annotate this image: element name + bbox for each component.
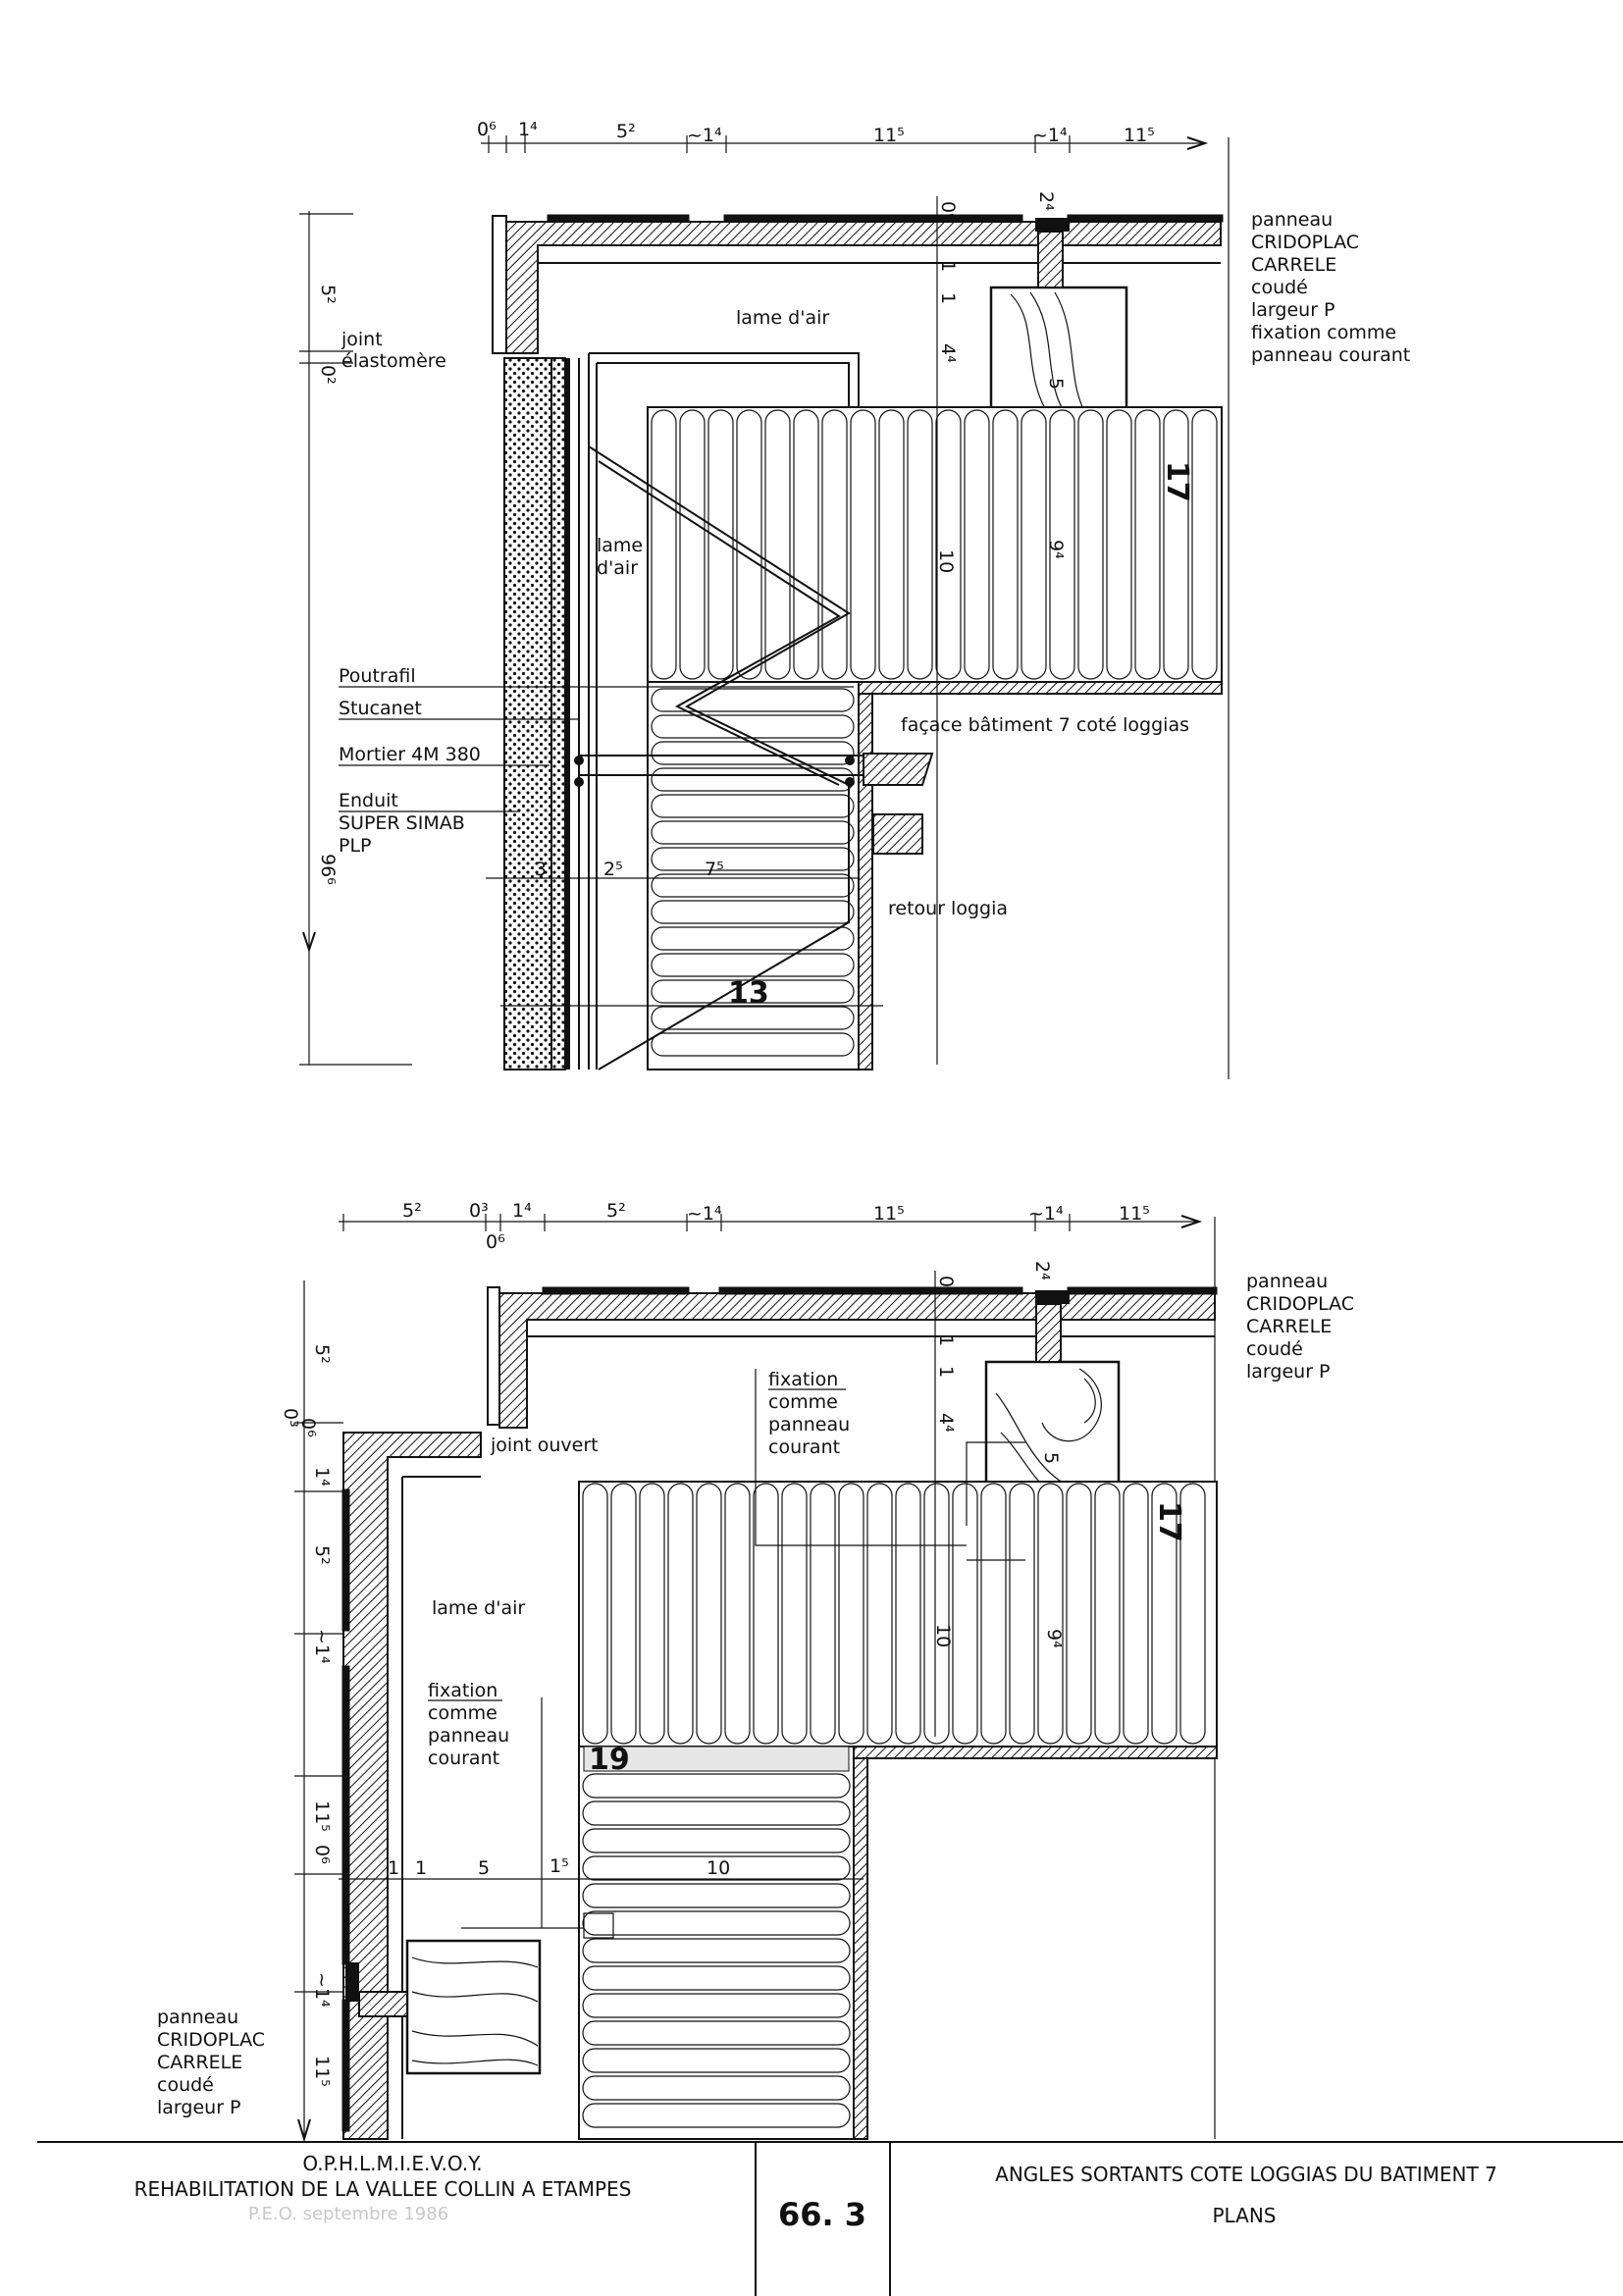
top-insulation-upper bbox=[648, 407, 1222, 694]
fixation-label: comme bbox=[768, 1391, 838, 1413]
fixation-label: comme bbox=[428, 1702, 497, 1724]
fixation-label: panneau bbox=[768, 1414, 851, 1435]
enduit-label: PLP bbox=[339, 835, 372, 857]
poutrafil-label: Poutrafil bbox=[339, 665, 416, 687]
dim-label: 7⁵ bbox=[705, 859, 724, 880]
dim-label: 11⁵ bbox=[311, 2056, 333, 2087]
bottom-insulation-upper bbox=[579, 1482, 1217, 1758]
dim-label: 2⁵ bbox=[603, 859, 623, 880]
dim-label: 5² bbox=[606, 1200, 626, 1222]
insulation-thickness-19: 19 bbox=[589, 1743, 630, 1777]
panel-label-line: coudé bbox=[1246, 1338, 1303, 1360]
dim-label: 1⁴ bbox=[311, 1467, 333, 1487]
dim-label: 1 bbox=[935, 1334, 957, 1347]
panel-label-line: CARRELE bbox=[1246, 1316, 1333, 1337]
panel-label-line: largeur P bbox=[157, 2097, 241, 2118]
dim-label: 5² bbox=[311, 1545, 333, 1565]
dim-label: 11⁵ bbox=[1119, 1203, 1150, 1225]
sheet-number: 66. 3 bbox=[777, 2196, 867, 2233]
fixation-label: fixation bbox=[768, 1369, 839, 1390]
top-render-wall bbox=[504, 358, 579, 1070]
bottom-plan bbox=[157, 1200, 1354, 2139]
dim-label: 1 bbox=[937, 292, 959, 305]
dim-label: ~1⁴ bbox=[1028, 1203, 1064, 1225]
air-gap-label: lame d'air bbox=[432, 1597, 526, 1619]
dim-label: 0³ bbox=[280, 1408, 301, 1428]
dim-label: ~1⁴ bbox=[311, 1972, 333, 2008]
dim-label: 10 bbox=[707, 1857, 731, 1879]
dim-label: 5² bbox=[311, 1344, 333, 1364]
joint-label: élastomère bbox=[341, 350, 446, 372]
joint-open-label: joint ouvert bbox=[491, 1435, 599, 1456]
fixation-label: courant bbox=[428, 1748, 500, 1769]
dim-label: 1⁴ bbox=[518, 119, 538, 140]
dim-label: 9⁴ bbox=[1043, 1629, 1065, 1648]
title-block bbox=[37, 2142, 1623, 2296]
air-gap-label: d'air bbox=[597, 557, 639, 579]
panel-label-line: CRIDOPLAC bbox=[157, 2029, 266, 2051]
dim-label: 0⁶ bbox=[486, 1231, 505, 1253]
dim-label: 0³ bbox=[469, 1200, 489, 1222]
panel-label-line: panneau courant bbox=[1251, 344, 1411, 366]
panel-label-line: CRIDOPLAC bbox=[1251, 232, 1360, 253]
bottom-wood-batten-top bbox=[986, 1304, 1119, 1494]
fixation-label: panneau bbox=[428, 1725, 510, 1747]
air-gap-label: lame d'air bbox=[736, 307, 830, 329]
drawing-subtitle: PLANS bbox=[1212, 2204, 1277, 2227]
panel-label-line: coudé bbox=[1251, 277, 1308, 298]
panel-label-line: largeur P bbox=[1251, 299, 1335, 321]
dim-label: 0² bbox=[317, 365, 339, 385]
insulation-thickness-17: 17 bbox=[1160, 461, 1194, 502]
air-gap-label: lame bbox=[597, 535, 644, 556]
facade-label: façace bâtiment 7 coté loggias bbox=[901, 714, 1189, 736]
panel-label-line: panneau bbox=[157, 2007, 239, 2028]
drawing-title: ANGLES SORTANTS COTE LOGGIAS DU BATIMENT 7 bbox=[995, 2163, 1497, 2186]
fixation-label: courant bbox=[768, 1436, 841, 1458]
panel-label-line: fixation comme bbox=[1251, 322, 1397, 343]
dim-label: 5² bbox=[317, 285, 339, 304]
fixation-label: fixation bbox=[428, 1680, 498, 1701]
panel-label-line: CARRELE bbox=[1251, 254, 1337, 276]
dim-label: 5 bbox=[1045, 378, 1067, 391]
dim-label: 9⁴ bbox=[1045, 540, 1067, 559]
dim-label: 5 bbox=[478, 1857, 491, 1879]
mortier-label: Mortier 4M 380 bbox=[339, 744, 481, 765]
dim-label: 10 bbox=[932, 1624, 954, 1648]
retour-loggia-label: retour loggia bbox=[888, 898, 1008, 919]
bottom-plan-left-dimension bbox=[280, 1280, 343, 2139]
panel-label-line: coudé bbox=[157, 2074, 214, 2096]
panel-label-line: CARRELE bbox=[157, 2052, 243, 2073]
dim-label: 0⁶ bbox=[311, 1845, 333, 1864]
dim-label: 11⁵ bbox=[873, 125, 905, 146]
enduit-label: SUPER SIMAB bbox=[339, 812, 465, 834]
insulation-thickness-13: 13 bbox=[728, 976, 769, 1011]
dim-label: 4⁴ bbox=[937, 343, 959, 363]
dim-label: 2⁴ bbox=[1031, 1261, 1053, 1280]
dim-label: 96⁶ bbox=[317, 854, 339, 885]
dim-label: 1 bbox=[415, 1857, 428, 1879]
dim-label: 3 bbox=[535, 859, 548, 880]
dim-label: 2⁴ bbox=[1035, 191, 1057, 211]
top-wood-batten bbox=[991, 232, 1126, 423]
dim-label: 0⁶ bbox=[935, 1276, 957, 1295]
dim-label: 11⁵ bbox=[873, 1203, 905, 1225]
dim-label: 1 bbox=[388, 1857, 400, 1879]
panel-label-line: CRIDOPLAC bbox=[1246, 1293, 1355, 1315]
dim-label: 4⁴ bbox=[935, 1413, 957, 1433]
dim-label: 5 bbox=[1040, 1452, 1062, 1465]
dim-label: 0⁶ bbox=[937, 201, 959, 221]
dim-label: 10 bbox=[935, 549, 957, 574]
dim-label: 1⁵ bbox=[550, 1855, 569, 1877]
dim-label: ~1⁴ bbox=[311, 1629, 333, 1664]
dim-label: 0⁶ bbox=[477, 119, 497, 140]
joint-label: joint bbox=[341, 329, 383, 350]
panel-label-line: largeur P bbox=[1246, 1361, 1331, 1383]
dim-label: ~1⁴ bbox=[1032, 125, 1068, 146]
stucanet-label: Stucanet bbox=[339, 698, 422, 719]
bottom-insulation-lower bbox=[579, 1747, 867, 2139]
dim-label: 1 bbox=[937, 260, 959, 273]
dim-label: 1 bbox=[935, 1366, 957, 1379]
author-date: P.E.O. septembre 1986 bbox=[247, 2204, 449, 2224]
client-name: O.P.H.L.M.I.E.V.O.Y. bbox=[302, 2152, 483, 2175]
panel-label-line: panneau bbox=[1246, 1271, 1329, 1292]
dim-label: 1⁴ bbox=[512, 1200, 532, 1222]
dim-label: ~1⁴ bbox=[687, 125, 722, 146]
dim-label: 0⁶ bbox=[297, 1418, 319, 1437]
panel-label-line: panneau bbox=[1251, 209, 1334, 231]
project-name: REHABILITATION DE LA VALLEE COLLIN A ETAMPES bbox=[133, 2177, 632, 2201]
top-plan bbox=[299, 119, 1410, 1079]
enduit-label: Enduit bbox=[339, 790, 398, 811]
dim-label: 11⁵ bbox=[1124, 125, 1155, 146]
dim-label: 5² bbox=[616, 121, 636, 142]
top-insulation-lower bbox=[648, 682, 872, 1070]
insulation-thickness-17: 17 bbox=[1152, 1501, 1186, 1542]
dim-label: 11⁵ bbox=[311, 1800, 333, 1832]
dim-label: ~1⁴ bbox=[687, 1203, 722, 1225]
dim-label: 5² bbox=[402, 1200, 422, 1222]
